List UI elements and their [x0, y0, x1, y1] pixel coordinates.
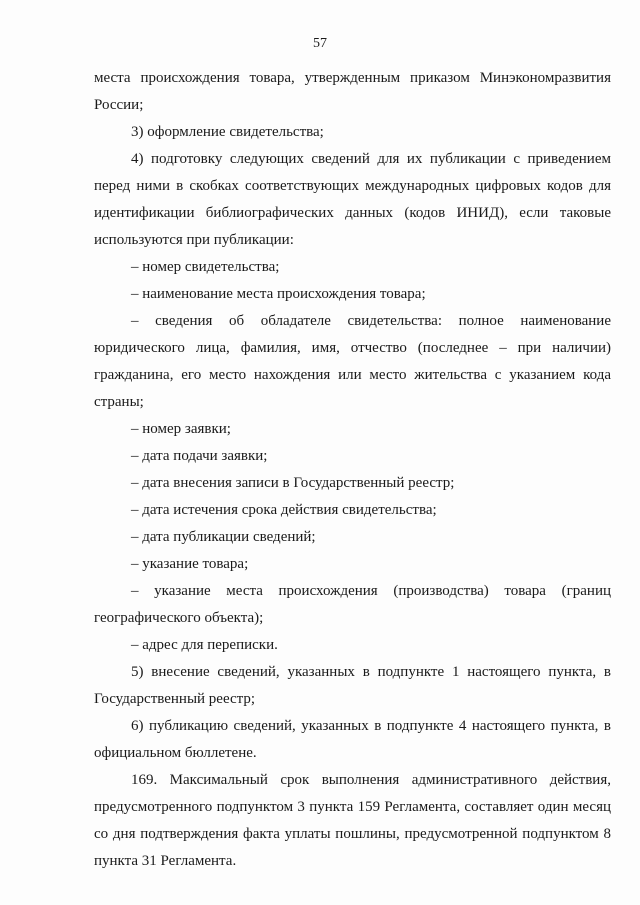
- paragraph-169: 169. Максимальный срок выполнения административного действия, предусмотренного подпунктом 3 пункта 159 Регламента, составляет один месяц со дня подтверждения факта уплаты пошлины, предусмотренной подпунктом 8 пункта 31 Регламента.: [94, 772, 611, 869]
- paragraph-item-5: 5) внесение сведений, указанных в подпункте 1 настоящего пункта, в Государственный реестр;: [94, 664, 611, 707]
- list-item-application-number: – номер заявки;: [131, 421, 231, 437]
- list-item-place-of-origin: – наименование места происхождения товара;: [131, 286, 426, 302]
- list-item-correspondence-address: – адрес для переписки.: [131, 637, 278, 653]
- page-number: 57: [313, 36, 327, 51]
- list-item-registry-date: – дата внесения записи в Государственный реестр;: [131, 475, 455, 491]
- document-body: [94, 65, 611, 875]
- list-item-filing-date: – дата подачи заявки;: [131, 448, 268, 464]
- list-item-goods: – указание товара;: [131, 556, 249, 572]
- list-item-holder-info: – сведения об обладателе свидетельства: полное наименование юридического лица, фамилия, имя, отчество (последнее – при наличии) гражданина, его место нахождения или место жительства с указанием кода страны;: [94, 313, 611, 410]
- paragraph-item-3: 3) оформление свидетельства;: [131, 124, 324, 140]
- list-item-origin-place: – указание места происхождения (производства) товара (границ географического объекта);: [94, 583, 611, 626]
- list-item-expiry-date: – дата истечения срока действия свидетельства;: [131, 502, 437, 518]
- paragraph-continuation: места происхождения товара, утвержденным приказом Минэкономразвития России;: [94, 70, 611, 113]
- list-item-certificate-number: – номер свидетельства;: [131, 259, 280, 275]
- list-item-publication-date: – дата публикации сведений;: [131, 529, 316, 545]
- paragraph-item-4: 4) подготовку следующих сведений для их публикации с приведением перед ними в скобках соответствующих международных цифровых кодов для идентификации библиографических данных (кодов ИНИД), если таковые используются при публикации:: [94, 151, 611, 248]
- paragraph-item-6: 6) публикацию сведений, указанных в подпункте 4 настоящего пункта, в официальном бюллетене.: [94, 718, 611, 761]
